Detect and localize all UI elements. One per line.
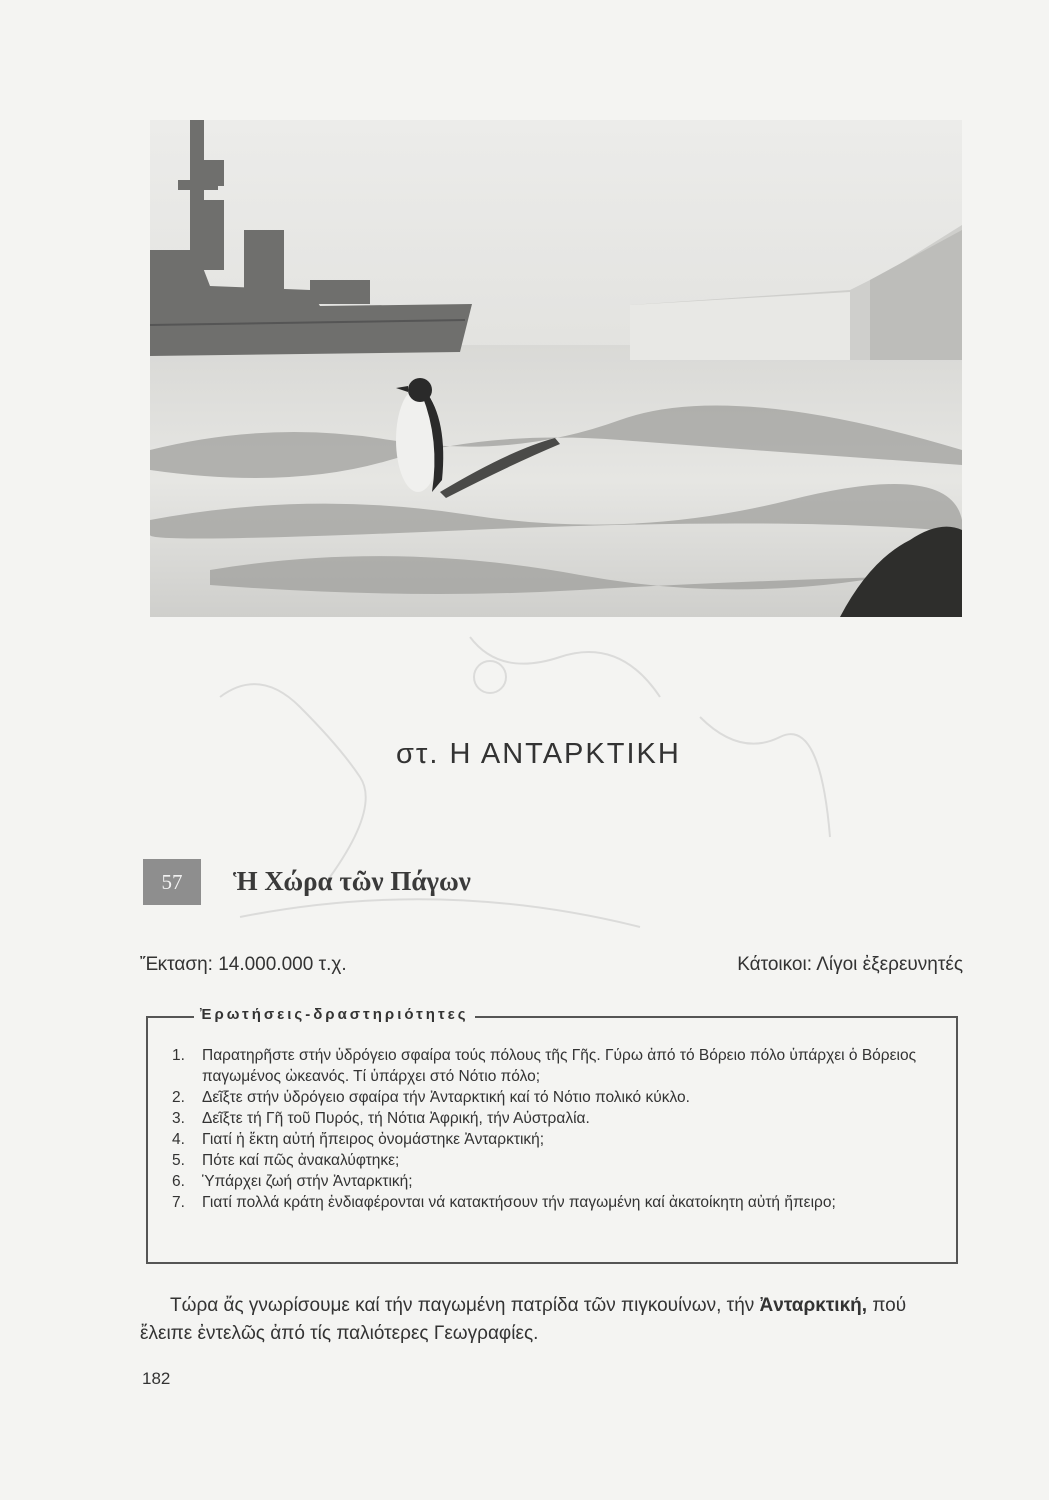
question-item [172,1108,946,1129]
inhabitants-fact: Κάτοικοι: Λίγοι ἐξερευνητές [737,954,963,975]
question-text: Γιατί ἡ ἕκτη αὐτή ἤπειρος ὀνομάστηκε Ἀνταρκτική; [202,1131,545,1148]
lesson-title: Ἡ Χώρα τῶν Πάγων [233,866,471,896]
question-item [172,1192,946,1213]
question-item [172,1045,946,1087]
faint-illustration [140,617,845,957]
lesson-number-badge: 57 [143,859,201,905]
question-text: Ὑπάρχει ζωή στήν Ἀνταρκτική; [202,1173,413,1190]
question-text: Πότε καί πῶς ἀνακαλύφτηκε; [202,1152,400,1169]
intro-text-start: Τώρα ἄς γνωρίσουμε καί τήν παγωμένη πατρίδα τῶν πιγκουίνων, τήν [170,1295,760,1316]
question-text: Γιατί πολλά κράτη ἐνδιαφέρονται νά κατακτήσουν τήν παγωμένη καί ἀκατοίκητη αὐτή ἤπειρο; [202,1194,836,1211]
questions-box [146,1006,958,1264]
questions-heading: Ἐρωτήσεις-δραστηριότητες [194,1006,475,1023]
question-number: 6. [172,1173,185,1190]
intro-bold-term: Ἀνταρκτική, [759,1295,868,1316]
antarctica-photo [150,120,962,617]
question-text: Δεῖξτε τή Γῆ τοῦ Πυρός, τή Νότια Ἀφρική, τήν Αὐστραλία. [202,1110,590,1127]
intro-text-end: πού ἔλειπε ἐντελῶς ἀπό τίς παλιότερες Γεωγραφίες. [140,1295,907,1344]
question-number: 2. [172,1089,185,1106]
page-number: 182 [142,1369,171,1388]
question-number: 7. [172,1194,185,1211]
area-fact: Ἔκταση: 14.000.000 τ.χ. [140,954,347,975]
question-number: 1. [172,1047,185,1064]
question-number: 3. [172,1110,185,1127]
question-text: Παρατηρῆστε στήν ὑδρόγειο σφαίρα τούς πόλους τῆς Γῆς. Γύρω ἀπό τό Βόρειο πόλο ὑπάρχει ὁ Βόρειος παγωμένος ὠκεανός. Τί ὑπάρχει στό Νότιο πόλο; [202,1047,917,1085]
chapter-title: στ. Η ΑΝΤΑΡΚΤΙΚΗ [396,738,681,770]
question-item [172,1129,946,1150]
question-item [172,1087,946,1108]
intro-paragraph [140,1292,957,1348]
question-item [172,1150,946,1171]
question-number: 4. [172,1131,185,1148]
question-item [172,1171,946,1192]
question-number: 5. [172,1152,185,1169]
question-text: Δεῖξτε στήν ὑδρόγειο σφαίρα τήν Ἀνταρκτική καί τό Νότιο πολικό κύκλο. [202,1089,690,1106]
questions-list [172,1045,946,1213]
